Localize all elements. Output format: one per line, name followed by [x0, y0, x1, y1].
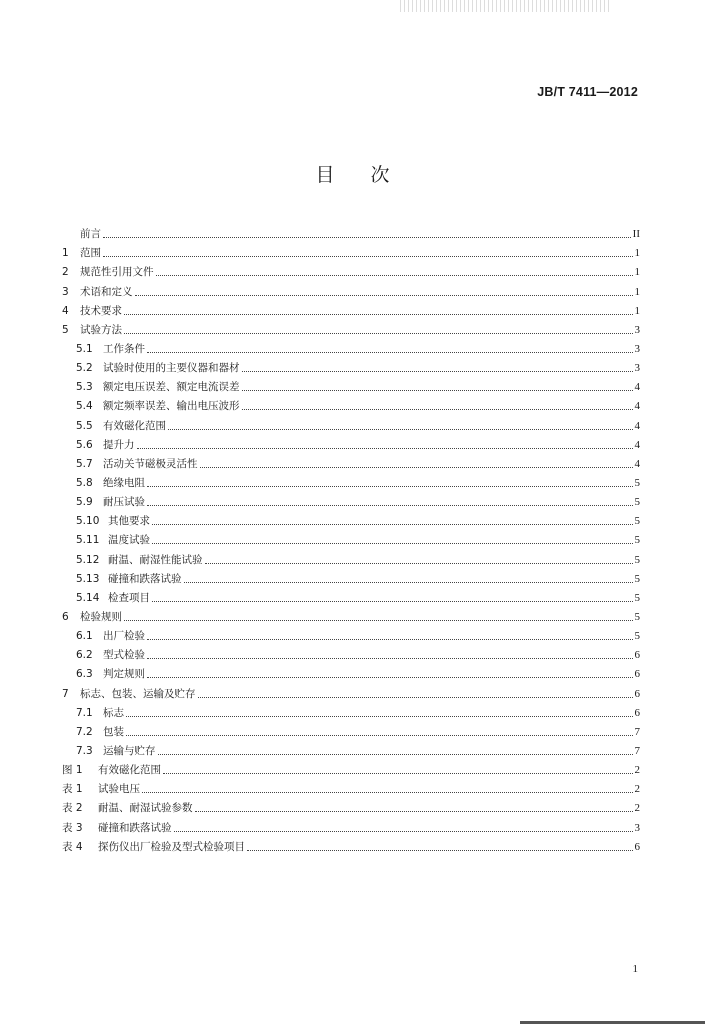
- toc-leader-dots: [163, 773, 633, 774]
- toc-entry-page: 5: [634, 515, 640, 528]
- toc-entry-label: 提升力: [103, 438, 135, 451]
- toc-entry-label: 耐压试验: [103, 496, 145, 509]
- toc-entry-page: 3: [634, 362, 640, 375]
- toc-leader-dots: [124, 314, 633, 315]
- toc-entry-page: 4: [634, 381, 640, 394]
- toc-entry-label: 包装: [103, 725, 124, 738]
- toc-entry-page: 5: [634, 553, 640, 566]
- toc-entry-number: 5.14: [76, 591, 100, 604]
- toc-leader-dots: [103, 256, 633, 257]
- toc-entry[interactable]: [62, 586, 640, 605]
- toc-entry-label: 额定电压误差、额定电流误差: [103, 381, 240, 394]
- toc-entry-label: 标志、包装、运输及贮存: [80, 687, 196, 700]
- toc-leader-dots: [147, 639, 633, 640]
- toc-entry-page: 2: [634, 802, 640, 815]
- toc-entry-page: 7: [634, 744, 640, 757]
- toc-entry-number: 5.9: [76, 496, 93, 509]
- toc-entry-label: 技术要求: [80, 304, 122, 317]
- toc-leader-dots: [147, 505, 633, 506]
- toc-entry-label: 试验方法: [80, 323, 122, 336]
- toc-entry-number: 2: [62, 266, 69, 279]
- toc-entry-number: 5.2: [76, 362, 93, 375]
- toc-entry-label: 判定规则: [103, 668, 145, 681]
- toc-leader-dots: [142, 792, 633, 793]
- toc-entry[interactable]: [62, 605, 640, 624]
- toc-entry[interactable]: [62, 299, 640, 318]
- toc-entry-page: 4: [634, 438, 640, 451]
- toc-entry-number: 7.1: [76, 706, 93, 719]
- toc-entry-label: 额定频率误差、输出电压波形: [103, 400, 240, 413]
- toc-entry[interactable]: [62, 318, 640, 337]
- toc-entry-page: 4: [634, 419, 640, 432]
- title-char-2: 次: [370, 164, 390, 186]
- toc-entry-page: 1: [634, 266, 640, 279]
- toc-entry[interactable]: [62, 662, 640, 681]
- toc-entry[interactable]: [62, 796, 640, 815]
- toc-entry-number: 5.3: [76, 381, 93, 394]
- toc-leader-dots: [242, 390, 633, 391]
- toc-entry[interactable]: [62, 452, 640, 471]
- toc-entry[interactable]: [62, 279, 640, 298]
- toc-leader-dots: [195, 811, 633, 812]
- toc-entry-page: 7: [634, 725, 640, 738]
- toc-entry[interactable]: [62, 260, 640, 279]
- toc-leader-dots: [184, 582, 633, 583]
- toc-entry-number: 6.3: [76, 668, 93, 681]
- toc-entry-number: 表 2: [62, 802, 83, 815]
- toc-entry-number: 7.2: [76, 725, 93, 738]
- toc-entry[interactable]: [62, 471, 640, 490]
- toc-entry-number: 5: [62, 323, 69, 336]
- toc-entry-label: 试验时使用的主要仪器和器材: [103, 362, 240, 375]
- toc-entry-label: 温度试验: [108, 534, 150, 547]
- toc-leader-dots: [147, 352, 633, 353]
- toc-entry-label: 检验规则: [80, 610, 122, 623]
- toc-leader-dots: [147, 658, 633, 659]
- toc-entry-label: 耐温、耐湿试验参数: [98, 802, 193, 815]
- toc-entry[interactable]: [62, 643, 640, 662]
- toc-entry-page: 1: [634, 247, 640, 260]
- toc-leader-dots: [137, 448, 633, 449]
- toc-entry[interactable]: [62, 490, 640, 509]
- toc-entry-number: 5.8: [76, 476, 93, 489]
- toc-entry-number: 6.1: [76, 630, 93, 643]
- toc-leader-dots: [152, 524, 633, 525]
- toc-entry-label: 出厂检验: [103, 630, 145, 643]
- toc-entry-label: 绝缘电阻: [103, 476, 145, 489]
- document-code: JB/T 7411—2012: [537, 85, 638, 99]
- toc-entry[interactable]: [62, 413, 640, 432]
- toc-entry-page: 3: [634, 323, 640, 336]
- toc-entry-label: 试验电压: [98, 783, 140, 796]
- toc-entry-page: 3: [634, 821, 640, 834]
- toc-entry[interactable]: [62, 701, 640, 720]
- toc-entry[interactable]: [62, 241, 640, 260]
- toc-entry[interactable]: [62, 528, 640, 547]
- toc-entry-label: 有效磁化范围: [98, 764, 161, 777]
- toc-entry-page: 4: [634, 457, 640, 470]
- toc-entry-number: 5.4: [76, 400, 93, 413]
- toc-leader-dots: [124, 333, 633, 334]
- toc-entry-number: 5.5: [76, 419, 93, 432]
- toc-entry-label: 运输与贮存: [103, 744, 156, 757]
- toc-entry-label: 工作条件: [103, 342, 145, 355]
- toc-entry-page: 6: [634, 668, 640, 681]
- toc-entry[interactable]: [62, 375, 640, 394]
- toc-entry-label: 前言: [80, 228, 101, 241]
- toc-entry[interactable]: [62, 547, 640, 566]
- toc-leader-dots: [126, 716, 633, 717]
- toc-leader-dots: [242, 409, 633, 410]
- toc-entry[interactable]: [62, 356, 640, 375]
- toc-entry-page: 5: [634, 591, 640, 604]
- toc-leader-dots: [147, 677, 633, 678]
- toc-leader-dots: [168, 429, 633, 430]
- toc-leader-dots: [242, 371, 633, 372]
- toc-entry-label: 有效磁化范围: [103, 419, 166, 432]
- toc-entry-page: 6: [634, 706, 640, 719]
- toc-entry-label: 规范性引用文件: [80, 266, 154, 279]
- toc-leader-dots: [205, 563, 633, 564]
- toc-leader-dots: [247, 850, 633, 851]
- toc-entry-number: 5.7: [76, 457, 93, 470]
- toc-entry-number: 6.2: [76, 649, 93, 662]
- toc-entry-number: 5.12: [76, 553, 100, 566]
- toc-entry[interactable]: [62, 777, 640, 796]
- toc-entry-number: 5.6: [76, 438, 93, 451]
- toc-entry-label: 碰撞和跌落试验: [98, 821, 172, 834]
- toc-entry-page: 2: [634, 764, 640, 777]
- page-title: [0, 160, 705, 187]
- title-char-1: 目: [315, 164, 335, 186]
- toc-entry-label: 碰撞和跌落试验: [108, 572, 182, 585]
- toc-entry-label: 范围: [80, 247, 101, 260]
- toc-leader-dots: [135, 295, 633, 296]
- toc-entry-page: 1: [634, 285, 640, 298]
- table-of-contents: [62, 222, 640, 854]
- toc-entry-page: 6: [634, 840, 640, 853]
- page-number: 1: [632, 963, 638, 975]
- toc-entry[interactable]: [62, 624, 640, 643]
- toc-entry[interactable]: [62, 758, 640, 777]
- toc-entry-label: 术语和定义: [80, 285, 133, 298]
- toc-leader-dots: [103, 237, 631, 238]
- toc-leader-dots: [198, 697, 633, 698]
- toc-entry-label: 型式检验: [103, 649, 145, 662]
- toc-entry-page: 4: [634, 400, 640, 413]
- toc-entry-page: 3: [634, 342, 640, 355]
- toc-entry-number: 7: [62, 687, 69, 700]
- toc-entry[interactable]: [62, 433, 640, 452]
- toc-entry-number: 图 1: [62, 764, 83, 777]
- toc-entry-label: 检查项目: [108, 591, 150, 604]
- toc-entry-number: 5.11: [76, 534, 100, 547]
- toc-leader-dots: [152, 601, 633, 602]
- toc-entry-page: 5: [634, 630, 640, 643]
- toc-entry-number: 1: [62, 247, 69, 260]
- toc-entry-number: 5.13: [76, 572, 100, 585]
- toc-leader-dots: [200, 467, 633, 468]
- toc-entry-page: II: [632, 228, 640, 241]
- toc-entry-page: 5: [634, 572, 640, 585]
- toc-entry-page: 5: [634, 610, 640, 623]
- toc-entry[interactable]: [62, 567, 640, 586]
- scan-artifact: [400, 0, 610, 12]
- toc-entry-number: 6: [62, 610, 69, 623]
- toc-entry-number: 表 1: [62, 783, 83, 796]
- toc-entry[interactable]: [62, 739, 640, 758]
- toc-entry-page: 5: [634, 496, 640, 509]
- toc-entry-number: 5.1: [76, 342, 93, 355]
- toc-entry[interactable]: [62, 337, 640, 356]
- toc-entry-label: 标志: [103, 706, 124, 719]
- toc-entry-page: 1: [634, 304, 640, 317]
- toc-entry[interactable]: [62, 681, 640, 700]
- toc-leader-dots: [152, 543, 633, 544]
- toc-entry[interactable]: [62, 720, 640, 739]
- toc-entry[interactable]: [62, 815, 640, 834]
- toc-entry[interactable]: [62, 394, 640, 413]
- toc-entry-number: 7.3: [76, 744, 93, 757]
- toc-leader-dots: [156, 275, 633, 276]
- toc-entry-label: 耐温、耐湿性能试验: [108, 553, 203, 566]
- toc-entry-page: 6: [634, 649, 640, 662]
- toc-entry-page: 2: [634, 783, 640, 796]
- toc-entry-label: 其他要求: [108, 515, 150, 528]
- toc-entry[interactable]: [62, 509, 640, 528]
- toc-leader-dots: [174, 831, 633, 832]
- toc-entry-label: 探伤仪出厂检验及型式检验项目: [98, 840, 245, 853]
- toc-leader-dots: [158, 754, 633, 755]
- toc-leader-dots: [124, 620, 633, 621]
- toc-leader-dots: [147, 486, 633, 487]
- toc-entry-number: 表 4: [62, 840, 83, 853]
- toc-entry[interactable]: [62, 222, 640, 241]
- toc-entry-page: 6: [634, 687, 640, 700]
- toc-entry[interactable]: [62, 835, 640, 854]
- toc-entry-page: 5: [634, 476, 640, 489]
- toc-entry-label: 活动关节磁极灵活性: [103, 457, 198, 470]
- toc-entry-number: 3: [62, 285, 69, 298]
- toc-entry-number: 4: [62, 304, 69, 317]
- toc-entry-page: 5: [634, 534, 640, 547]
- toc-leader-dots: [126, 735, 633, 736]
- toc-entry-number: 5.10: [76, 515, 100, 528]
- toc-entry-number: 表 3: [62, 821, 83, 834]
